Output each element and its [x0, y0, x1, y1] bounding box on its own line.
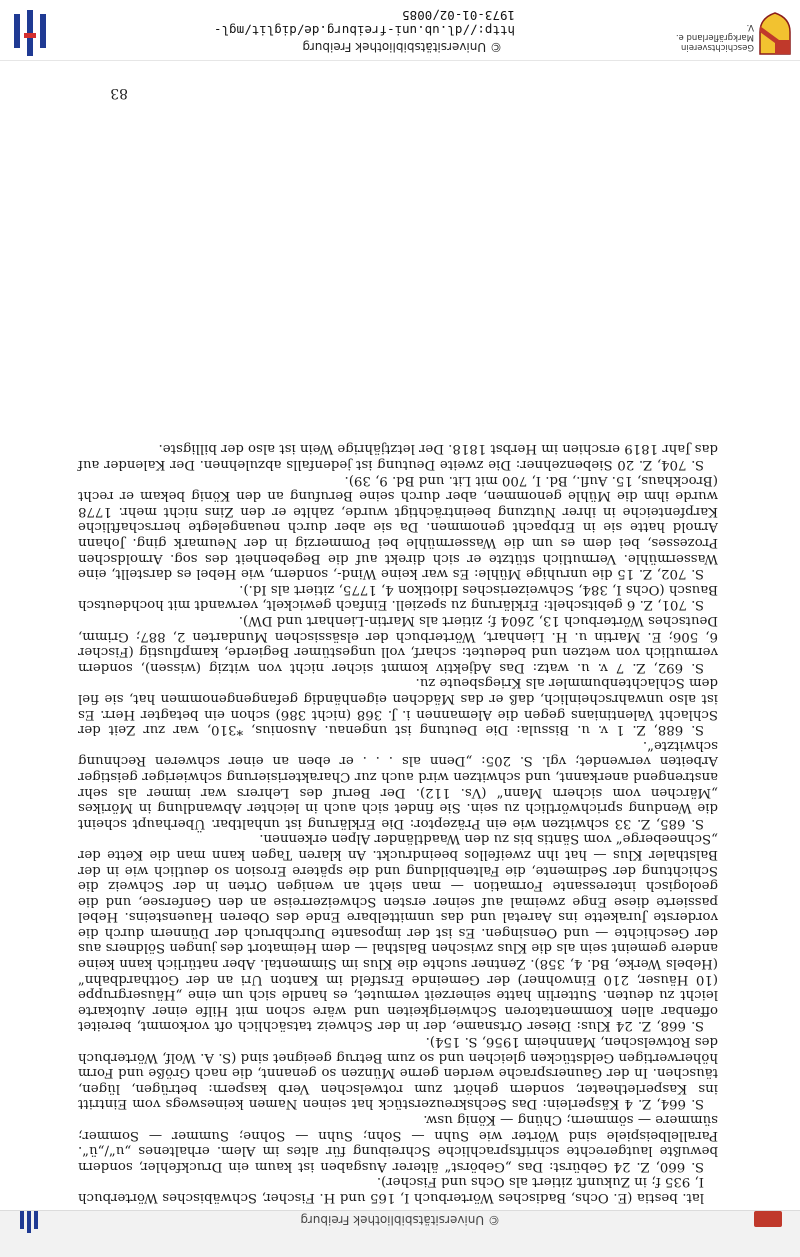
page-text [78, 441, 718, 1205]
paragraph: S. 664, Z. 4 Käsperlein: Das Sechskreuzerstück hat seinen Namen keineswegs vom Eintritt ins Kasperletheater, sondern gehört zum rotwelschen Verb kaspern: betrügen, lügen, täuschen. In der Gaunersprache werden gerne Münzen so genannt, die nach Größe und Form höherwertigen Geldstücken gleichen und so zum Betrug geeignet sind (S. A. Wolf, Wörterbuch des Rotwelschen, Mannheim 1956, S. 154). [78, 1034, 718, 1112]
paragraph: S. 702, Z. 15 die unruhige Mühle: Es war keine Wind-, sondern, wie Hebel es darstellt, eine Wassermühle. Vermutlich stützte er sich direkt auf die Begebenheit des sog. Arnoldschen Prozesses, bei dem es um die Wassermühle bei Pommerzig in der Neumark ging. Johann Arnold hatte sie in Erbpacht genommen. Da sie aber durch neuangelegte herrschaftliche Karpfenteiche in ihrer Nutzung beeinträchtigt wurde, zahlte er den Zins nicht mehr. 1778 wurde ihm die Mühle genommen, aber durch seine Berufung an den König bekam er recht (Brockhaus, 15. Aufl., Bd. I, 700 mit Lit. und Bd. 9, 39). [78, 472, 718, 582]
paragraph: S. 668, Z. 24 Klus: Dieser Ortsname, der in der Schweiz tatsächlich oft vorkommt, bereitet offenbar allen Kommentatoren Schwierigkeiten und wäre schon mit Hilfe einer Autokarte leicht zu deuten. Sutterlin hatte seinerzeit vermutet, es handle sich um eine „Häusergruppe (10 Häuser, 210 Einwohner) der Gemeinde Erstfeld im Kanton Uri an der Gotthardbahn“ (Hebels Werke, Bd. 4, 358). Zentner suchte die Klus im Simmental. Aber natürlich kann keine andere gemeint sein als die Klus zwischen Balsthal — dem Heimatort des jungen Söldners aus der Geschichte — und Oensingen. Es ist der imposante Durchbruch der Dünnern durch die vorderste Jurakette ins Aaretal und das unmittelbare Ende des Oberen Hauensteins. Hebel passierte diese Enge zweimal auf seiner ersten Schweizerreise an den Genfersee, und die geologisch interessante Formation — man sieht an wenigen Orten in der Schweiz die Schichtung der Sedimente, die Faltenbildung und die spätere Erosion so deutlich wie in der Balsthaler Klus — hat ihn zweifellos beeindruckt. An klaren Tagen kann man die Kette der „Schneeberge“ vom Säntis bis zu den Waadtländer Alpen erkennen. [78, 831, 718, 1034]
society-name: Geschichtsverein Markgräflerland e. V. [675, 22, 754, 52]
page-number: 83 [110, 85, 128, 101]
geschichtsverein-logo [672, 8, 792, 56]
ub-logo-mini-icon [18, 1211, 40, 1233]
permalink-url[interactable]: http://dl.ub.uni-freiburg.de/diglit/mgl-1973-01-02/0085 [213, 8, 515, 38]
paragraph: S. 660, Z. 24 Gebürst: Das „Gebörst“ älterer Ausgaben ist kaum ein Druckfehler, sondern bewußte lautgerechte schriftsprachliche Schreibung für altes im Alem. erhaltenes „u“/„ü“. Parallelbeispiele sind Wörter wie Suhn — Sohn; Suhn — Sohne; Summer — Sommer; sümmere — sömmern; Chüng — König usw. [78, 1112, 718, 1174]
paragraph: S. 692, Z. 7 v. u. watz: Das Adjektiv kommt sicher nicht von witzig (wissen), sondern vermutlich von wetzen und bedeutet: scharf, voll ungestümer Begierde, kampflustig (Fischer 6, 506; E. Martin u. H. Lienhart, Wörterbuch der elsässischen Mundarten 2, 887; Grimm, Deutsches Wörterbuch 13, 2604 f; zitiert als Martin-Lienhart und DW). [78, 613, 718, 675]
footer-bar [0, 0, 800, 61]
scanned-page [0, 61, 800, 1211]
paragraph: S. 685, Z. 33 schwitzen wie ein Präzeptor: Die Erklärung ist unhaltbar. Überhaupt scheint die Wendung sprichwörtlich zu sein. Sie findet sich auch in leichter Abwandlung in Mörikes „Märchen vom sichern Mann“ (Vs. 112). Der Beruf des Lehrers war immer als sehr anstrengend anerkannt, und schwitzen wird auch zur Charakterisierung schwieriger geistiger Arbeiten verwendet; vgl. S. 205: „Denn als . . . er eben an einer schweren Rechnung schwitzte“. [78, 737, 718, 831]
cut-logo-icon [754, 1211, 782, 1227]
copyright-text: © Universitätsbibliothek Freiburg [302, 40, 502, 54]
cut-copyright-text: © Universitätsbibliothek Freiburg [300, 1213, 500, 1227]
ub-freiburg-logo-icon [10, 10, 50, 56]
paragraph: S. 701, Z. 6 gebitschelt: Erklärung zu speziell. Einfach gewickelt, verwandt mit hochdeutsch Bausch (Ochs I, 384, Schweizerisches Idiotikon 4, 1775, zitiert als Id.). [78, 581, 718, 613]
coat-of-arms-icon [758, 12, 792, 56]
viewer-top-strip [0, 1210, 800, 1257]
paragraph: S. 704, Z. 20 Siebenzehner: Die zweite Deutung ist jedenfalls abzulehnen. Der Kalender auf das Jahr 1819 erschien im Herbst 1818. Der letztjährige Wein ist also der billigste. [78, 441, 718, 473]
paragraph: lat. bestia (E. Ochs, Badisches Wörterbuch I, 165 und H. Fischer, Schwäbisches Wörterbuch I, 935 f; in Zukunft zitiert als Ochs und Fischer). [78, 1174, 704, 1205]
paragraph: S. 688, Z. 1 v. u. Bissula: Die Deutung ist ungenau. Ausonius, *310, war zur Zeit der Schlacht Valentinians gegen die Alemannen i. J. 368 (nicht 386) schon ein betagter Herr. Es ist also unwahrscheinlich, daß er das Mädchen eigenhändig gefangengenommen hat, sie fiel dem Schlachtenbummler als Kriegsbeute zu. [78, 675, 718, 738]
